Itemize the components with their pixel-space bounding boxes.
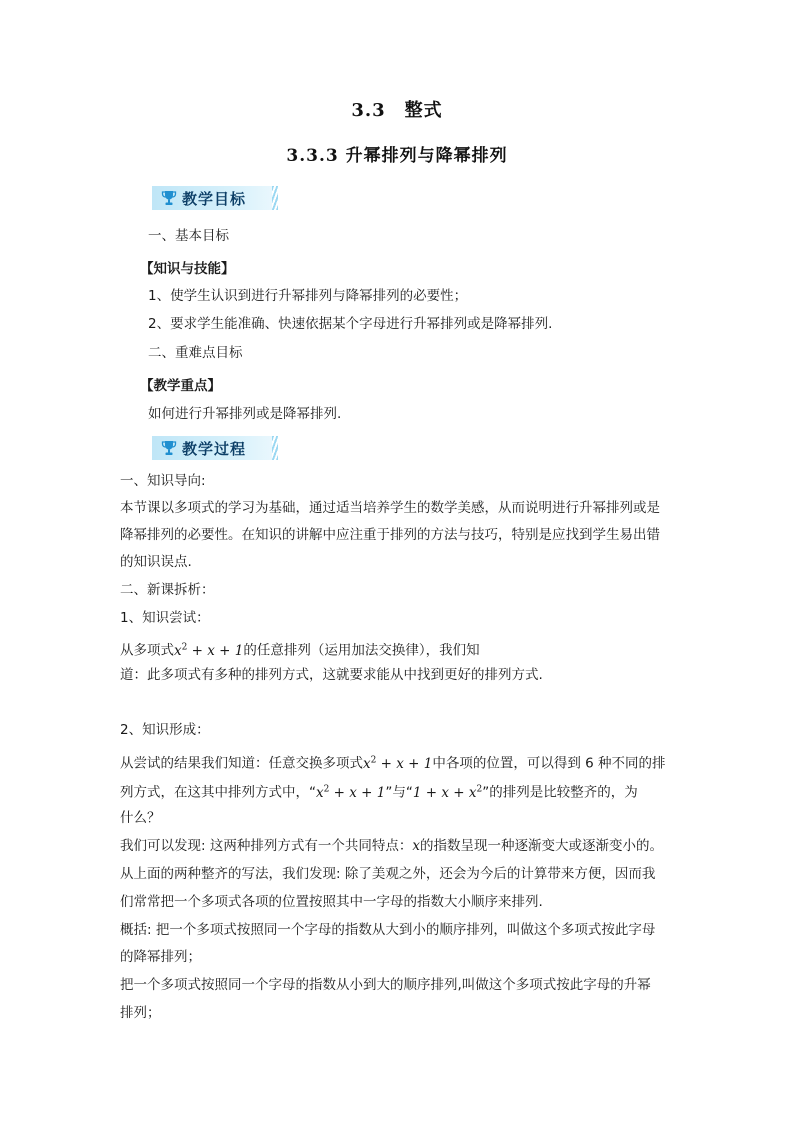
paragraph: 排列； — [120, 1005, 161, 1021]
focus-text: 如何进行升幂排列或是降幂排列. — [148, 406, 342, 422]
math-expression: $x^2 + x + 1$ — [174, 642, 244, 659]
trophy-icon — [160, 439, 178, 457]
paragraph: 1、知识尝试： — [120, 610, 210, 626]
focus-header: 【教学重点】 — [140, 378, 221, 394]
paragraph: 一、知识导向: — [120, 473, 206, 489]
goal-item-2: 2、要求学生能准确、快速依据某个字母进行升幂排列或是降幂排列. — [148, 316, 553, 332]
paragraph: 们常常把一个多项式各项的位置按照其中一字母的指数大小顺序来排列. — [120, 894, 543, 910]
paragraph: 本节课以多项式的学习为基础，通过适当培养学生的数学美感，从而说明进行升幂排列或是 — [120, 500, 660, 516]
paragraph: 的降幂排列； — [120, 949, 201, 965]
goal-item-1: 1、使学生认识到进行升幂排列与降幂排列的必要性； — [148, 288, 468, 304]
page-title: 3.3 整式 — [351, 100, 443, 121]
paragraph: 概括: 把一个多项式按照同一个字母的指数从大到小的顺序排列，叫做这个多项式按此字母 — [120, 922, 656, 938]
section-title: 教学过程 — [182, 440, 247, 458]
goal-basic: 一、基本目标 — [148, 228, 229, 244]
paragraph: 2、知识形成： — [120, 722, 210, 738]
math-expression: $x^2 + x + 1$ — [363, 755, 433, 772]
paragraph: 什么？ — [120, 810, 161, 826]
paragraph: 二、新课拆析： — [120, 582, 215, 598]
paragraph: 把一个多项式按照同一个字母的指数从小到大的顺序排列,叫做这个多项式按此字母的升幂 — [120, 977, 651, 993]
trophy-icon — [160, 189, 178, 207]
paragraph: 从尝试的结果我们知道：任意交换多项式$x^2 + x + 1$中各项的位置，可以得到 6 种不同的排 — [120, 755, 666, 772]
paragraph: 我们可以发现: 这两种排列方式有一个共同特点：x的指数呈现一种逐渐变大或逐渐变小的。 — [120, 838, 663, 854]
math-variable: x — [412, 838, 420, 854]
paragraph: 道：此多项式有多种的排列方式，这就要求能从中找到更好的排列方式. — [120, 667, 543, 683]
paragraph: 列方式，在这其中排列方式中，“$x^2 + x + 1$”与“$1 + x + x^2$”的排列是比较整齐的，为 — [120, 784, 638, 801]
goal-key: 二、重难点目标 — [148, 345, 243, 361]
page-subtitle: 3.3.3 升幂排列与降幂排列 — [286, 146, 508, 166]
section-banner-goals — [152, 186, 272, 210]
paragraph: 降幂排列的必要性。在知识的讲解中应注重于排列的方法与技巧，特别是应找到学生易出错 — [120, 527, 660, 543]
section-title: 教学目标 — [182, 190, 247, 208]
knowledge-header: 【知识与技能】 — [140, 261, 235, 277]
math-expression: $1 + x + x^2$ — [412, 784, 483, 801]
section-banner-process — [152, 436, 272, 460]
paragraph: 的知识误点. — [120, 554, 192, 570]
paragraph: 从上面的两种整齐的写法，我们发现: 除了美观之外，还会为今后的计算带来方便，因而我 — [120, 866, 656, 882]
paragraph: 从多项式$x^2 + x + 1$的任意排列（运用加法交换律），我们知 — [120, 642, 480, 659]
math-expression: $x^2 + x + 1$ — [316, 784, 386, 801]
